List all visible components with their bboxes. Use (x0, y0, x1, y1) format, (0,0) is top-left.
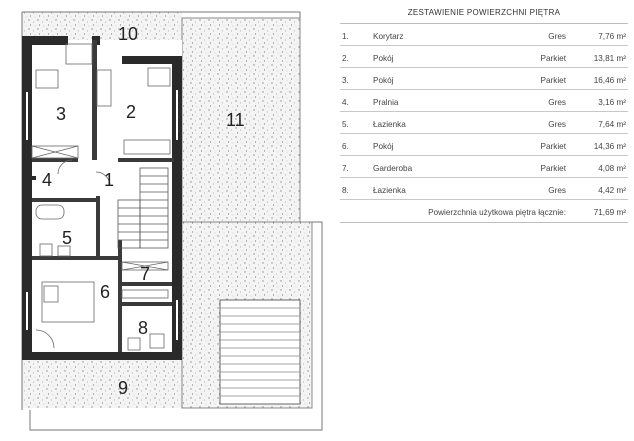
room-area: 4,08 m² (598, 164, 626, 173)
row-number: 5. (342, 120, 349, 129)
table-row (340, 156, 628, 178)
row-number: 8. (342, 186, 349, 195)
table-title: ZESTAWIENIE POWIERZCHNI PIĘTRA (340, 8, 628, 24)
terrace-area-9 (22, 356, 182, 408)
row-number: 6. (342, 142, 349, 151)
room-area: 4,42 m² (598, 186, 626, 195)
table-row (340, 24, 628, 46)
table-row (340, 46, 628, 68)
table-row (340, 112, 628, 134)
table-row (340, 178, 628, 200)
floor-material: Gres (548, 32, 566, 41)
room-name: Pokój (373, 76, 394, 85)
floor-material: Parkiet (540, 142, 566, 151)
floor-material: Gres (548, 120, 566, 129)
room-label-8: 8 (138, 318, 149, 338)
room-label-9: 9 (118, 378, 129, 398)
room-label-10: 10 (118, 24, 139, 44)
area-summary-table (340, 8, 628, 223)
floor-material: Parkiet (540, 76, 566, 85)
room-name: Łazienka (373, 120, 406, 129)
room-name: Garderoba (373, 164, 413, 173)
row-number: 7. (342, 164, 349, 173)
room-label-2: 2 (126, 102, 137, 122)
room-area: 7,76 m² (598, 32, 626, 41)
room-name: Pokój (373, 142, 394, 151)
room-name: Łazienka (373, 186, 406, 195)
floor-material: Parkiet (540, 54, 566, 63)
room-area: 14,36 m² (593, 142, 626, 151)
table-row (340, 90, 628, 112)
row-number: 2. (342, 54, 349, 63)
room-label-3: 3 (56, 104, 67, 124)
row-number: 4. (342, 98, 349, 107)
row-number: 3. (342, 76, 349, 85)
room-label-4: 4 (42, 170, 53, 190)
room-label-1: 1 (104, 170, 115, 190)
room-label-11: 11 (226, 110, 245, 130)
room-area: 3,16 m² (598, 98, 626, 107)
total-row (340, 200, 628, 223)
table-row (340, 68, 628, 90)
room-name: Pokój (373, 54, 394, 63)
room-label-7: 7 (140, 264, 151, 284)
floor-material: Parkiet (540, 164, 566, 173)
row-number: 1. (342, 32, 349, 41)
total-label: Powierzchnia użytkowa piętra łącznie: (428, 208, 566, 217)
room-label-5: 5 (62, 228, 73, 248)
table-row (340, 134, 628, 156)
total-value: 71,69 m² (593, 208, 626, 217)
room-label-6: 6 (100, 282, 111, 302)
room-area: 16,46 m² (593, 76, 626, 85)
room-area: 13,81 m² (593, 54, 626, 63)
room-area: 7,64 m² (598, 120, 626, 129)
room-name: Pralnia (373, 98, 399, 107)
garage-roof (220, 300, 300, 404)
room-name: Korytarz (373, 32, 404, 41)
floor-material: Gres (548, 186, 566, 195)
floor-material: Gres (548, 98, 566, 107)
